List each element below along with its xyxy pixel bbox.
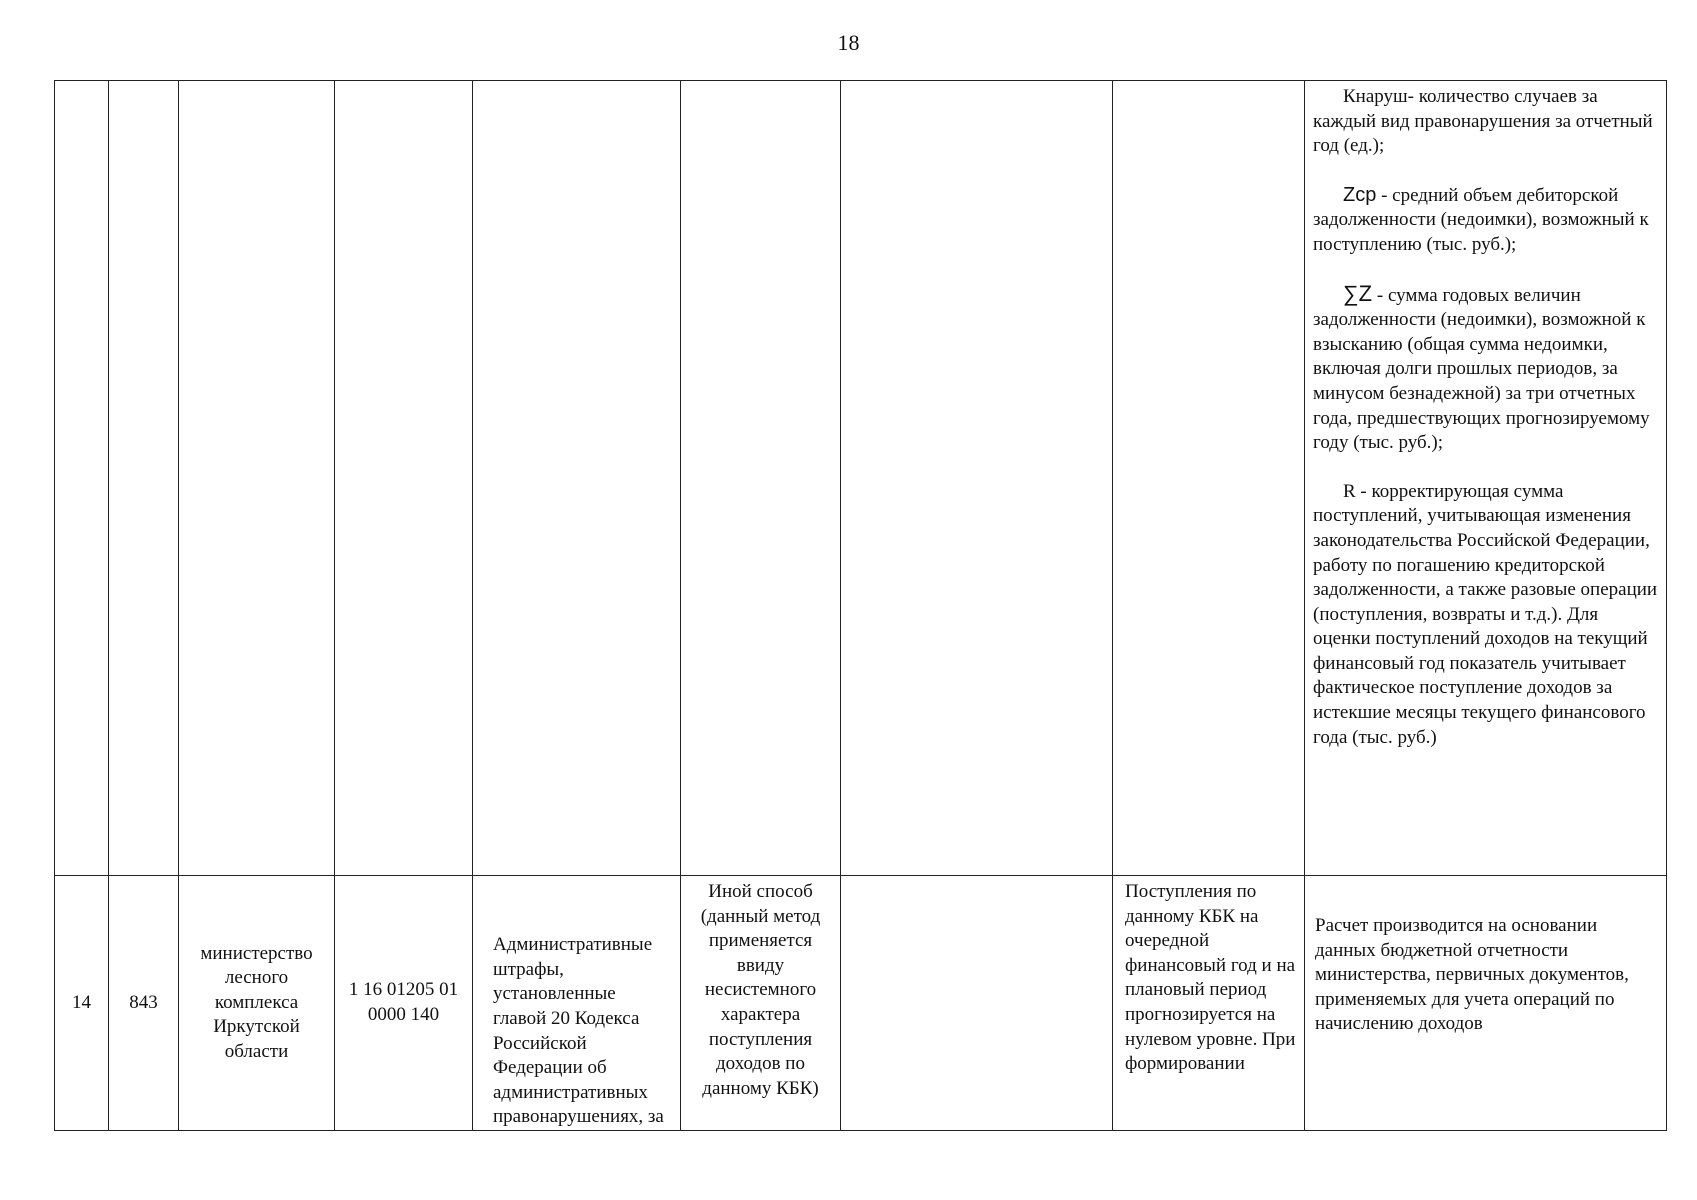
cell-administrator-name: министерство лесного комплекса Иркутской области: [179, 876, 335, 1131]
description-text: Административные штрафы, установленные главой 20 Кодекса Российской Федерации об административных правонарушениях, за: [493, 934, 664, 1128]
cell-administrator-empty: [179, 81, 335, 876]
table-row-continuation: [55, 81, 1667, 876]
cell-forecast-algorithm: [1113, 876, 1305, 1131]
forecast-text: Поступления по данному КБК на очередной финансовый год и на плановый период прогнозируется на нулевом уровне. При формировании: [1125, 881, 1296, 1075]
legend-sum-z: ∑Z - сумма годовых величин задолженности (недоимки), возможной к взысканию (общая сумма недоимки, включая долги прошлых периодов, за минусом безнадежной) за три отчетных года, предшествующих прогнозируемому году (тыс. руб.);: [1313, 280, 1650, 454]
revenue-forecast-table: [54, 80, 1667, 1131]
cell-legend: [1305, 81, 1667, 876]
method-text: Иной способ (данный метод применяется ввиду несистемного характера поступления доходов по данному КБК): [700, 881, 821, 1099]
cell-kbk: 1 16 01205 01 0000 140: [335, 876, 473, 1131]
cell-revenue-description: [473, 876, 681, 1131]
legend-r: R - корректирующая сумма поступлений, учитывающая изменения законодательства Российской Федерации, работу по погашению кредиторской задолженности, а также разовые операции (поступления, возвраты и т.д.). Для оценки поступлений доходов на текущий финансовый год показатель учитывает фактическое поступление доходов за истекшие месяцы текущего финансового года (тыс. руб.): [1313, 480, 1658, 748]
cell-admin-code: 843: [109, 876, 179, 1131]
cell-data-basis: Расчет производится на основании данных бюджетной отчетности министерства, первичных документов, применяемых для учета операций по начислению доходов: [1305, 876, 1667, 1131]
table-row-14: [55, 876, 1667, 1131]
cell-description-empty: [473, 81, 681, 876]
cell-formula-empty: [841, 81, 1113, 876]
symbol-sum-z: ∑Z: [1343, 280, 1373, 306]
cell-forecast-empty: [1113, 81, 1305, 876]
legend-knarush: Кнаруш- количество случаев за каждый вид правонарушения за отчетный год (ед.);: [1313, 86, 1653, 157]
cell-row-number: 14: [55, 876, 109, 1131]
cell-formula: [841, 876, 1113, 1131]
page-number: 18: [837, 30, 860, 55]
cell-method-empty: [681, 81, 841, 876]
cell-code-empty: [109, 81, 179, 876]
cell-kbk-empty: [335, 81, 473, 876]
symbol-zsr: Zср: [1343, 183, 1377, 206]
legend-zsr: Zср - средний объем дебиторской задолженности (недоимки), возможный к поступлению (тыс. руб.);: [1313, 183, 1649, 255]
cell-forecast-method: [681, 876, 841, 1131]
cell-num-empty: [55, 81, 109, 876]
